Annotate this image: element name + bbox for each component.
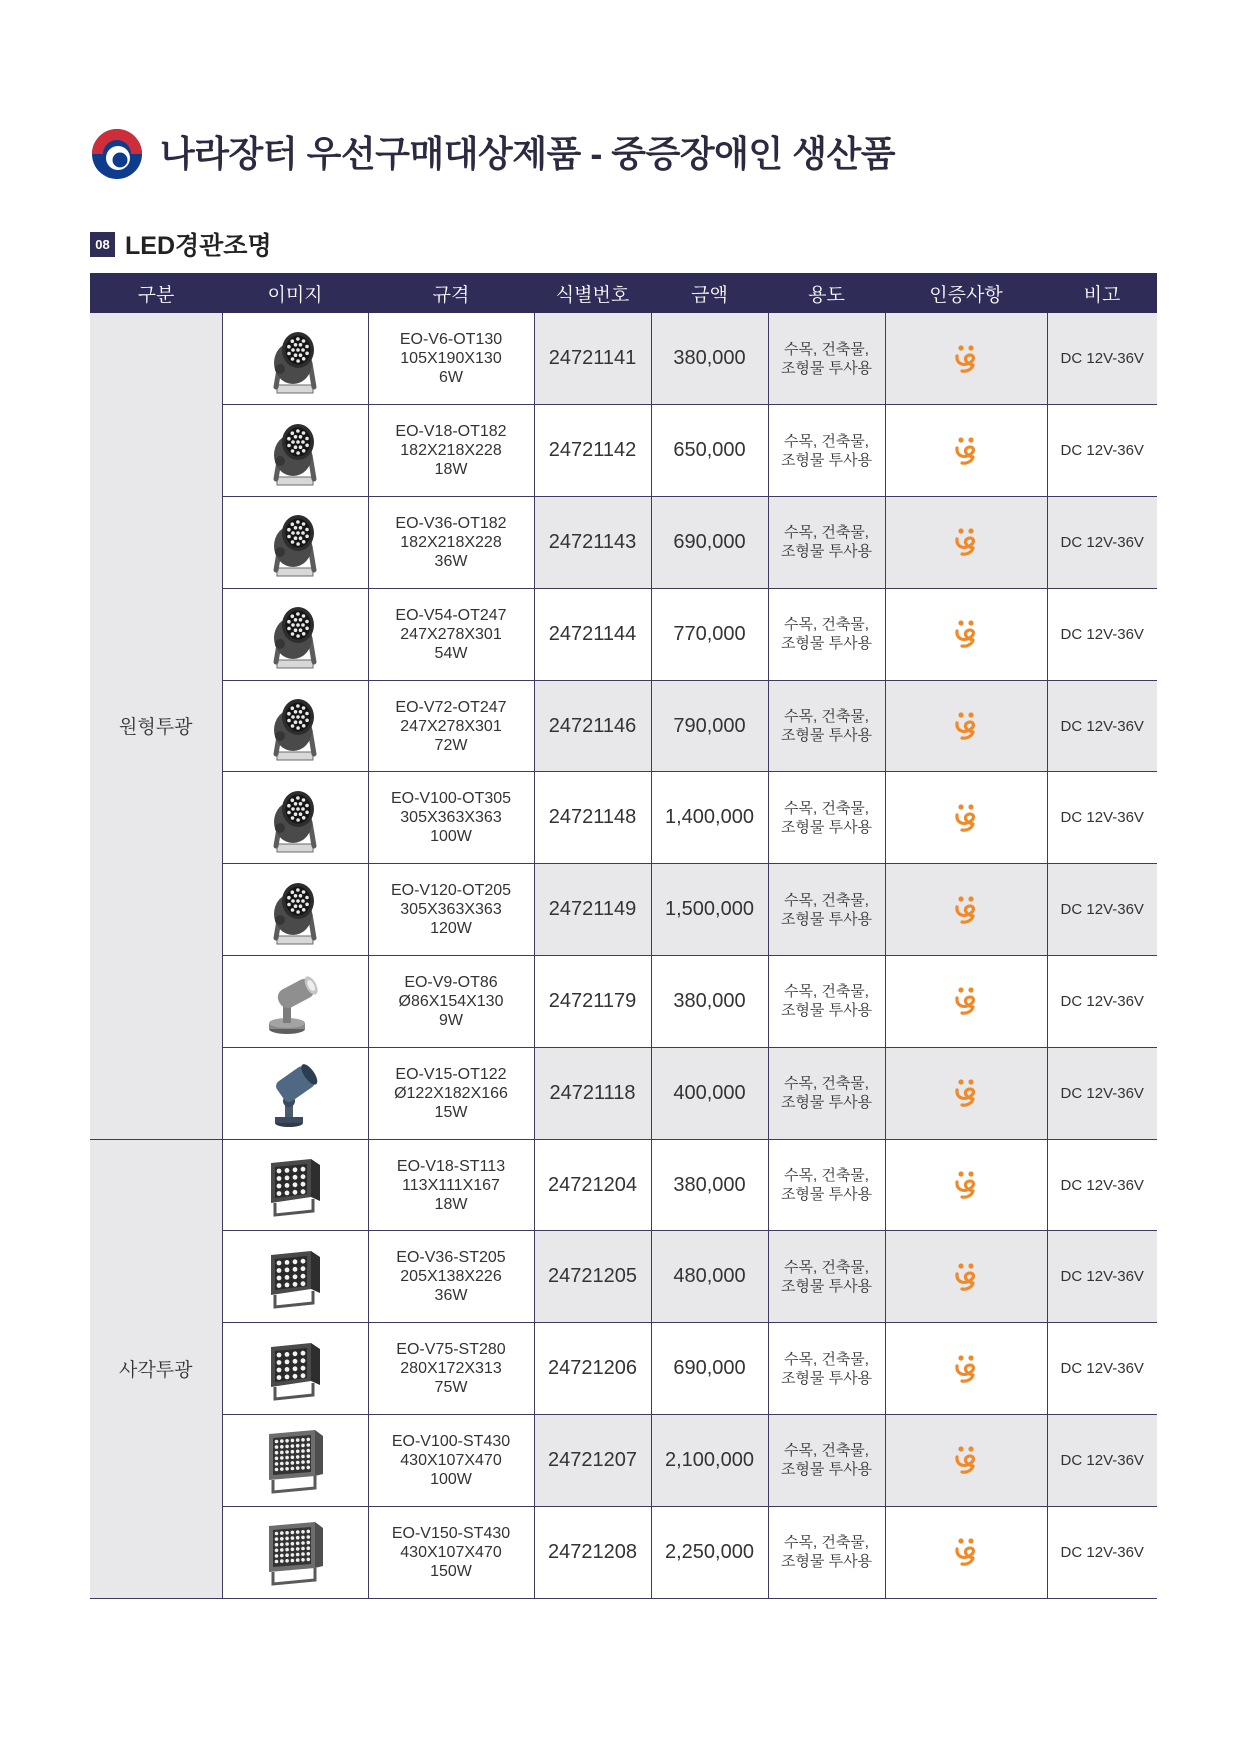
note: DC 12V-36V <box>1060 1268 1144 1286</box>
usage-line: 수목, 건축물, <box>784 1350 869 1368</box>
round-spotlight-image <box>263 870 327 950</box>
table-row <box>90 588 1157 680</box>
certification-cell <box>885 313 1047 405</box>
price-cell <box>651 1139 768 1231</box>
usage-line: 조형물 투사용 <box>780 359 873 377</box>
table-row <box>90 1506 1157 1598</box>
price: 1,400,000 <box>665 806 754 829</box>
column-header-note: 비고 <box>1047 273 1157 313</box>
usage-line: 조형물 투사용 <box>780 451 873 469</box>
section-number-badge: 08 <box>90 232 115 257</box>
usage-cell <box>768 772 885 864</box>
product-table <box>90 273 1157 1599</box>
price-cell <box>651 956 768 1048</box>
product-image-cell <box>222 497 368 589</box>
spec-cell <box>368 680 534 772</box>
category-label: 원형투광 <box>119 717 193 739</box>
dimensions: 113X111X167 <box>402 1176 500 1194</box>
table-row <box>90 956 1157 1048</box>
identification-number: 24721118 <box>549 1081 636 1104</box>
certification-cell <box>885 1323 1047 1415</box>
product-image-cell <box>222 956 368 1048</box>
note: DC 12V-36V <box>1060 1451 1144 1469</box>
spec-cell <box>368 588 534 680</box>
note: DC 12V-36V <box>1060 809 1144 827</box>
model-number: EO-V18-ST113 <box>396 1157 506 1175</box>
certification-mark-icon <box>953 1170 979 1200</box>
price-cell <box>651 1506 768 1598</box>
table-row <box>90 1415 1157 1507</box>
note: DC 12V-36V <box>1060 992 1144 1010</box>
identification-number-cell <box>534 1506 651 1598</box>
product-image-cell <box>222 588 368 680</box>
identification-number-cell <box>534 1047 651 1139</box>
dimensions: 205X138X226 <box>400 1268 502 1286</box>
price-cell <box>651 313 768 405</box>
spec-cell <box>368 772 534 864</box>
usage-line: 조형물 투사용 <box>780 727 873 745</box>
certification-cell <box>885 1139 1047 1231</box>
compact-spotlight-image <box>263 1053 327 1133</box>
usage-line: 수목, 건축물, <box>784 1258 869 1276</box>
identification-number: 24721207 <box>548 1448 637 1471</box>
section-title: LED경관조명 <box>125 232 272 260</box>
note-cell <box>1047 405 1157 497</box>
wattage: 9W <box>439 1011 463 1029</box>
usage-line: 수목, 건축물, <box>784 340 869 358</box>
dimensions: 247X278X301 <box>400 717 502 735</box>
note-cell <box>1047 864 1157 956</box>
identification-number-cell <box>534 1139 651 1231</box>
usage-cell <box>768 956 885 1048</box>
certification-mark-icon <box>953 1262 979 1292</box>
identification-number: 24721206 <box>548 1357 637 1380</box>
model-number: EO-V72-OT247 <box>395 698 507 716</box>
dimensions: 430X107X470 <box>400 1543 502 1561</box>
note-cell <box>1047 680 1157 772</box>
column-header-certification: 인증사항 <box>885 273 1047 313</box>
identification-number: 24721179 <box>548 989 637 1012</box>
usage-line: 수목, 건축물, <box>784 616 869 634</box>
note: DC 12V-36V <box>1060 1084 1144 1102</box>
usage-line: 수목, 건축물, <box>784 1442 869 1460</box>
price: 1,500,000 <box>665 898 754 921</box>
dimensions: 247X278X301 <box>400 625 502 643</box>
round-spotlight-image <box>263 778 327 858</box>
usage-cell <box>768 1506 885 1598</box>
wattage: 15W <box>434 1103 468 1121</box>
wattage: 18W <box>434 461 468 479</box>
model-number: EO-V9-OT86 <box>404 973 498 991</box>
usage-cell <box>768 680 885 772</box>
spec-cell <box>368 1231 534 1323</box>
price: 2,100,000 <box>665 1448 754 1471</box>
table-row <box>90 680 1157 772</box>
identification-number: 24721146 <box>548 714 637 737</box>
round-spotlight-image <box>263 319 327 399</box>
product-image-cell <box>222 405 368 497</box>
dimensions: 305X363X363 <box>400 809 502 827</box>
usage-cell <box>768 1415 885 1507</box>
panel-floodlight-image <box>263 1512 327 1592</box>
identification-number: 24721204 <box>548 1173 637 1196</box>
usage-line: 조형물 투사용 <box>780 1553 873 1571</box>
table-row <box>90 864 1157 956</box>
price: 690,000 <box>673 530 746 553</box>
column-header-id: 식별번호 <box>534 273 651 313</box>
usage-cell <box>768 1139 885 1231</box>
column-header-price: 금액 <box>651 273 768 313</box>
mini-spotlight-image <box>263 961 327 1041</box>
dimensions: 105X190X130 <box>400 350 502 368</box>
product-image-cell <box>222 1323 368 1415</box>
certification-mark-icon <box>953 1078 979 1108</box>
certification-mark-icon <box>953 895 979 925</box>
table-row <box>90 772 1157 864</box>
dimensions: 182X218X228 <box>400 442 502 460</box>
wattage: 6W <box>439 369 463 387</box>
dimensions: Ø122X182X166 <box>394 1084 508 1102</box>
note: DC 12V-36V <box>1060 717 1144 735</box>
note-cell <box>1047 588 1157 680</box>
spec-cell <box>368 1506 534 1598</box>
column-header-usage: 용도 <box>768 273 885 313</box>
usage-line: 조형물 투사용 <box>780 1186 873 1204</box>
price-cell <box>651 1323 768 1415</box>
round-spotlight-image <box>263 686 327 766</box>
usage-line: 조형물 투사용 <box>780 1094 873 1112</box>
price: 480,000 <box>673 1265 746 1288</box>
spec-cell <box>368 313 534 405</box>
usage-cell <box>768 313 885 405</box>
model-number: EO-V150-ST430 <box>391 1524 511 1542</box>
product-image-cell <box>222 1506 368 1598</box>
identification-number-cell <box>534 772 651 864</box>
usage-line: 조형물 투사용 <box>780 910 873 928</box>
wattage: 100W <box>430 1470 472 1488</box>
certification-mark-icon <box>953 1354 979 1384</box>
usage-line: 수목, 건축물, <box>784 524 869 542</box>
product-image-cell <box>222 1139 368 1231</box>
round-spotlight-image <box>263 594 327 674</box>
price-cell <box>651 1231 768 1323</box>
note: DC 12V-36V <box>1060 1176 1144 1194</box>
note-cell <box>1047 1139 1157 1231</box>
product-image-cell <box>222 864 368 956</box>
price: 790,000 <box>673 714 746 737</box>
spec-cell <box>368 1047 534 1139</box>
usage-line: 수목, 건축물, <box>784 1534 869 1552</box>
model-number: EO-V120-OT205 <box>390 882 512 900</box>
round-spotlight-image <box>263 502 327 582</box>
price-cell <box>651 405 768 497</box>
identification-number: 24721149 <box>548 898 637 921</box>
identification-number: 24721144 <box>548 622 637 645</box>
note-cell <box>1047 1415 1157 1507</box>
model-number: EO-V36-ST205 <box>396 1249 506 1267</box>
dimensions: 305X363X363 <box>400 901 502 919</box>
spec-cell <box>368 956 534 1048</box>
usage-line: 조형물 투사용 <box>780 1002 873 1020</box>
identification-number: 24721142 <box>548 439 637 462</box>
usage-line: 수목, 건축물, <box>784 891 869 909</box>
wattage: 150W <box>430 1562 472 1580</box>
note: DC 12V-36V <box>1060 442 1144 460</box>
note-cell <box>1047 1047 1157 1139</box>
certification-mark-icon <box>953 527 979 557</box>
certification-cell <box>885 772 1047 864</box>
certification-cell <box>885 1415 1047 1507</box>
model-number: EO-V15-OT122 <box>395 1065 507 1083</box>
note-cell <box>1047 1231 1157 1323</box>
category-cell <box>90 313 222 1139</box>
wattage: 54W <box>434 644 468 662</box>
identification-number-cell <box>534 588 651 680</box>
identification-number: 24721208 <box>548 1540 637 1563</box>
certification-mark-icon <box>953 436 979 466</box>
usage-cell <box>768 588 885 680</box>
column-header-category: 구분 <box>90 273 222 313</box>
table-row <box>90 1231 1157 1323</box>
wattage: 120W <box>430 920 472 938</box>
usage-cell <box>768 497 885 589</box>
identification-number-cell <box>534 313 651 405</box>
dimensions: 430X107X470 <box>400 1451 502 1469</box>
price-cell <box>651 588 768 680</box>
product-image-cell <box>222 1047 368 1139</box>
note: DC 12V-36V <box>1060 1360 1144 1378</box>
identification-number-cell <box>534 680 651 772</box>
table-row <box>90 1139 1157 1231</box>
wattage: 36W <box>434 552 468 570</box>
page-title: 나라장터 우선구매대상제품 - 중증장애인 생산품 <box>160 133 896 174</box>
usage-line: 수목, 건축물, <box>784 1075 869 1093</box>
spec-cell <box>368 1415 534 1507</box>
identification-number: 24721143 <box>548 530 637 553</box>
model-number: EO-V6-OT130 <box>399 331 503 349</box>
product-image-cell <box>222 313 368 405</box>
identification-number: 24721141 <box>548 347 637 370</box>
section-heading <box>90 230 272 258</box>
certification-mark-icon <box>953 711 979 741</box>
note: DC 12V-36V <box>1060 533 1144 551</box>
column-header-image: 이미지 <box>222 273 368 313</box>
identification-number: 24721148 <box>548 806 637 829</box>
table-row <box>90 1323 1157 1415</box>
note-cell <box>1047 956 1157 1048</box>
table-row <box>90 497 1157 589</box>
product-image-cell <box>222 1231 368 1323</box>
certification-cell <box>885 1231 1047 1323</box>
usage-line: 조형물 투사용 <box>780 1369 873 1387</box>
usage-cell <box>768 405 885 497</box>
price: 690,000 <box>673 1357 746 1380</box>
panel-floodlight-image <box>263 1420 327 1500</box>
identification-number-cell <box>534 956 651 1048</box>
certification-mark-icon <box>953 803 979 833</box>
product-image-cell <box>222 680 368 772</box>
wattage: 75W <box>434 1379 468 1397</box>
certification-mark-icon <box>953 1537 979 1567</box>
certification-mark-icon <box>953 619 979 649</box>
square-floodlight-image <box>263 1237 327 1317</box>
korea-government-emblem-icon <box>90 127 144 181</box>
table-row <box>90 313 1157 405</box>
usage-line: 조형물 투사용 <box>780 818 873 836</box>
usage-line: 수목, 건축물, <box>784 432 869 450</box>
model-number: EO-V100-OT305 <box>390 790 512 808</box>
model-number: EO-V36-OT182 <box>395 514 507 532</box>
certification-cell <box>885 680 1047 772</box>
price-cell <box>651 1047 768 1139</box>
spec-cell <box>368 1139 534 1231</box>
certification-mark-icon <box>953 344 979 374</box>
price-cell <box>651 497 768 589</box>
square-floodlight-image <box>263 1329 327 1409</box>
price: 380,000 <box>673 347 746 370</box>
identification-number-cell <box>534 1415 651 1507</box>
note-cell <box>1047 313 1157 405</box>
usage-cell <box>768 1231 885 1323</box>
price: 2,250,000 <box>665 1540 754 1563</box>
category-label: 사각투광 <box>119 1360 193 1382</box>
certification-cell <box>885 956 1047 1048</box>
category-cell <box>90 1139 222 1598</box>
usage-line: 조형물 투사용 <box>780 1277 873 1295</box>
note: DC 12V-36V <box>1060 625 1144 643</box>
note: DC 12V-36V <box>1060 1543 1144 1561</box>
spec-cell <box>368 1323 534 1415</box>
certification-mark-icon <box>953 1445 979 1475</box>
product-image-cell <box>222 1415 368 1507</box>
model-number: EO-V54-OT247 <box>395 606 507 624</box>
spec-cell <box>368 405 534 497</box>
product-image-cell <box>222 772 368 864</box>
table-row <box>90 405 1157 497</box>
table-header-row <box>90 273 1157 313</box>
identification-number-cell <box>534 497 651 589</box>
usage-line: 조형물 투사용 <box>780 635 873 653</box>
dimensions: 280X172X313 <box>400 1360 502 1378</box>
usage-cell <box>768 864 885 956</box>
certification-cell <box>885 588 1047 680</box>
usage-line: 조형물 투사용 <box>780 543 873 561</box>
note-cell <box>1047 1323 1157 1415</box>
price: 380,000 <box>673 1173 746 1196</box>
table-body <box>90 313 1157 1598</box>
price: 400,000 <box>673 1081 746 1104</box>
price-cell <box>651 680 768 772</box>
price: 650,000 <box>673 439 746 462</box>
certification-cell <box>885 1506 1047 1598</box>
wattage: 18W <box>434 1195 468 1213</box>
price-cell <box>651 1415 768 1507</box>
identification-number-cell <box>534 405 651 497</box>
dimensions: 182X218X228 <box>400 533 502 551</box>
wattage: 72W <box>434 736 468 754</box>
identification-number: 24721205 <box>548 1265 637 1288</box>
note: DC 12V-36V <box>1060 901 1144 919</box>
identification-number-cell <box>534 1231 651 1323</box>
model-number: EO-V18-OT182 <box>395 423 507 441</box>
price: 770,000 <box>673 622 746 645</box>
note-cell <box>1047 497 1157 589</box>
dimensions: Ø86X154X130 <box>398 992 504 1010</box>
price-cell <box>651 864 768 956</box>
note: DC 12V-36V <box>1060 350 1144 368</box>
wattage: 36W <box>434 1287 468 1305</box>
certification-cell <box>885 864 1047 956</box>
price-cell <box>651 772 768 864</box>
usage-line: 수목, 건축물, <box>784 983 869 1001</box>
usage-cell <box>768 1323 885 1415</box>
table-row <box>90 1047 1157 1139</box>
usage-line: 조형물 투사용 <box>780 1461 873 1479</box>
identification-number-cell <box>534 864 651 956</box>
note-cell <box>1047 772 1157 864</box>
usage-cell <box>768 1047 885 1139</box>
certification-mark-icon <box>953 986 979 1016</box>
spec-cell <box>368 497 534 589</box>
certification-cell <box>885 1047 1047 1139</box>
usage-line: 수목, 건축물, <box>784 708 869 726</box>
column-header-spec: 규격 <box>368 273 534 313</box>
usage-line: 수목, 건축물, <box>784 1167 869 1185</box>
square-floodlight-image <box>263 1145 327 1225</box>
round-spotlight-image <box>263 411 327 491</box>
model-number: EO-V100-ST430 <box>391 1432 511 1450</box>
certification-cell <box>885 405 1047 497</box>
note-cell <box>1047 1506 1157 1598</box>
usage-line: 수목, 건축물, <box>784 799 869 817</box>
certification-cell <box>885 497 1047 589</box>
model-number: EO-V75-ST280 <box>396 1341 506 1359</box>
price: 380,000 <box>673 989 746 1012</box>
spec-cell <box>368 864 534 956</box>
identification-number-cell <box>534 1323 651 1415</box>
wattage: 100W <box>430 828 472 846</box>
